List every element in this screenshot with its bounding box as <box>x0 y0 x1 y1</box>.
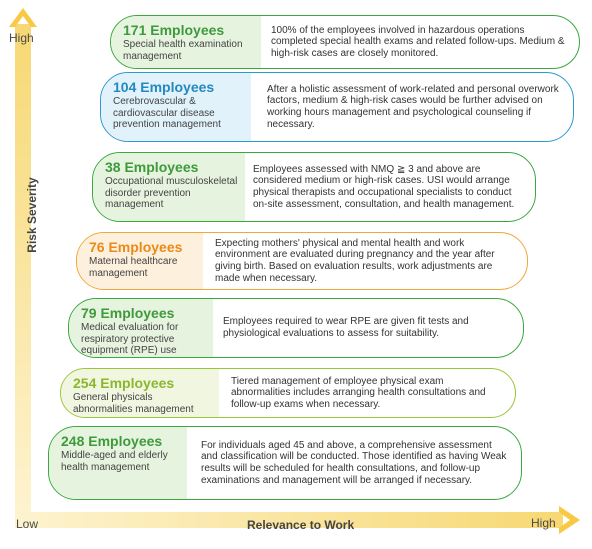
program-card-special-health-exam <box>110 15 580 69</box>
program-description: Tiered management of employee physical exam abnormalities includes arranging health consultations and follow-up exams when necessary. <box>231 375 486 410</box>
program-description: For individuals aged 45 and above, a comprehensive assessment and classification will be conducted. Those identified as having Weak results will be scheduled for health consultations, and follow-up examinations and management will be arranged if necessary. <box>201 439 507 486</box>
program-description: Employees required to wear RPE are given fit tests and physiological evaluations to assess for suitability. <box>223 316 469 339</box>
program-card-rpe-evaluation <box>68 298 524 358</box>
employee-count: 79 Employees <box>81 305 175 321</box>
program-description: Employees assessed with NMQ ≧ 3 and above are considered medium or high-risk cases. USI would arrange physical therapists and occupational specialists to conduct on-site assessment, consultation, and health management. <box>253 163 515 210</box>
x-axis-low-label: Low <box>16 517 39 531</box>
employee-count: 254 Employees <box>73 375 175 391</box>
employee-count: 76 Employees <box>89 239 183 255</box>
program-label-panel <box>61 369 219 417</box>
program-description: After a holistic assessment of work-related and personal overwork factors, medium & high-risk cases would be further advised on working hours management and psychological counseling if necessary. <box>267 83 559 130</box>
program-card-cardiovascular-prevention <box>100 72 574 142</box>
x-axis-high-label: High <box>531 516 556 530</box>
program-description: 100% of the employees involved in hazardous operations completed special health exams and related follow-ups. Medium & high-risk cases are closely monitored. <box>271 24 565 59</box>
employee-count: 38 Employees <box>105 159 199 175</box>
program-label-panel <box>69 299 213 357</box>
program-name: Special health examination management <box>123 39 243 62</box>
y-axis-high-label: High <box>9 31 34 45</box>
program-label-panel <box>77 233 203 289</box>
program-name: Medical evaluation for respiratory protective equipment (RPE) use <box>81 322 179 356</box>
program-card-maternal-healthcare <box>76 232 528 290</box>
y-axis-bar <box>15 24 31 512</box>
program-label-panel <box>49 427 187 499</box>
employee-count: 171 Employees <box>123 22 225 38</box>
y-axis-title: Risk Severity <box>25 177 39 253</box>
program-label-panel <box>101 73 251 141</box>
employee-count: 104 Employees <box>113 79 215 95</box>
program-label-panel <box>93 153 245 221</box>
program-name: Cerebrovascular & cardiovascular disease prevention management <box>113 96 221 130</box>
program-label-panel <box>111 16 261 68</box>
program-card-middle-aged-elderly <box>48 426 522 500</box>
x-axis-title: Relevance to Work <box>247 518 355 532</box>
program-card-general-physicals <box>60 368 516 418</box>
program-name: General physicals abnormalities management <box>73 392 194 415</box>
program-name: Occupational musculoskeletal disorder prevention management <box>105 176 238 210</box>
employee-count: 248 Employees <box>61 433 163 449</box>
program-description: Expecting mothers' physical and mental health and work environment are evaluated during pregnancy and the year after giving birth. Based on evaluation results, work adjustments are made when necessary. <box>215 237 495 284</box>
program-name: Middle-aged and elderly health management <box>61 450 168 473</box>
program-name: Maternal healthcare management <box>89 256 178 279</box>
program-card-musculoskeletal-prevention <box>92 152 536 222</box>
